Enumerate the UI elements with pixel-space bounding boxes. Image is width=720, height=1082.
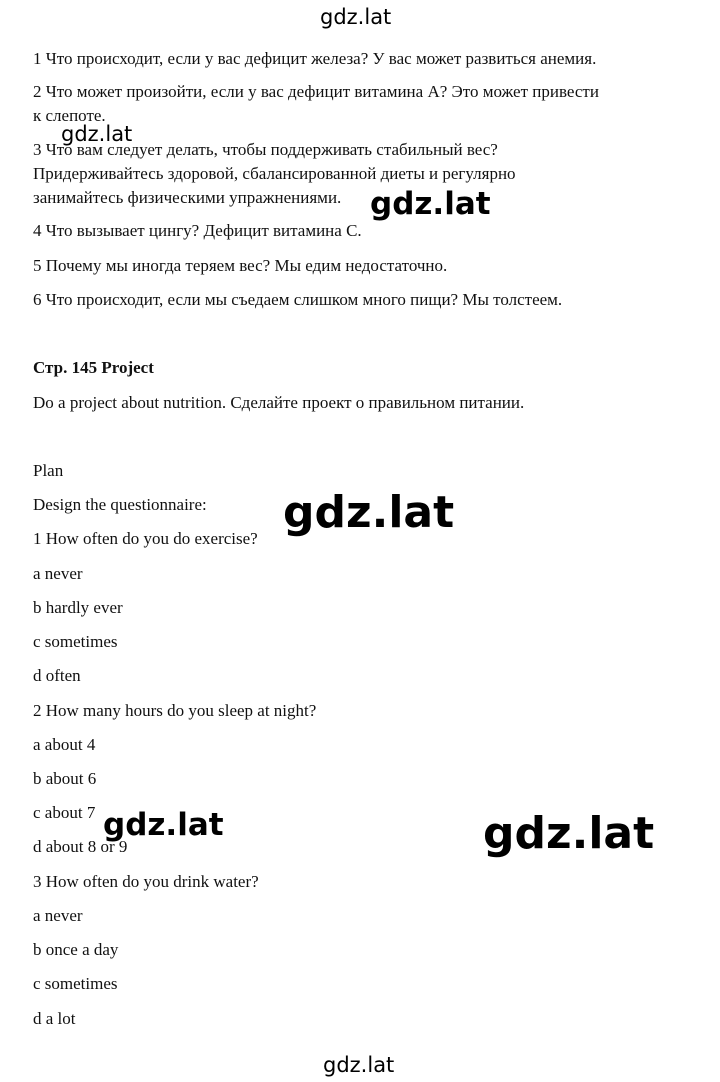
answer-line-5: 5 Почему мы иногда теряем вес? Мы едим недостаточно. (33, 256, 448, 275)
watermark-bottom: gdz.lat (323, 1053, 395, 1077)
watermark-lower-left: gdz.lat (103, 807, 224, 843)
questionnaire-option: d about 8 or 9 (33, 837, 128, 856)
questionnaire-option: c sometimes (33, 632, 118, 651)
answer-line-2a: 2 Что может произойти, если у вас дефицит витамина А? Это может привести (33, 82, 599, 101)
answer-line-6: 6 Что происходит, если мы съедаем слишком много пищи? Мы толстеем. (33, 290, 563, 309)
task-text: Do a project about nutrition. Сделайте проект о правильном питании. (33, 393, 525, 412)
questionnaire-option: b about 6 (33, 769, 97, 788)
questionnaire-option: a never (33, 564, 83, 583)
questionnaire-question-2: 2 How many hours do you sleep at night? (33, 701, 317, 720)
questionnaire-option: b once a day (33, 940, 119, 959)
questionnaire-option: c about 7 (33, 803, 96, 822)
questionnaire-option: d a lot (33, 1009, 76, 1028)
questionnaire-question-3: 3 How often do you drink water? (33, 872, 259, 891)
answer-line-2b: к слепоте. (33, 106, 106, 125)
answer-line-4: 4 Что вызывает цингу? Дефицит витамина С. (33, 221, 362, 240)
questionnaire-option: d often (33, 666, 81, 685)
questionnaire-option: c sometimes (33, 974, 118, 993)
questionnaire-option: a never (33, 906, 83, 925)
watermark-lower-right: gdz.lat (483, 808, 655, 859)
watermark-center-large: gdz.lat (283, 487, 455, 538)
watermark-mid-right: gdz.lat (370, 186, 491, 222)
watermark-top: gdz.lat (320, 5, 392, 29)
questionnaire-question-1: 1 How often do you do exercise? (33, 529, 258, 548)
questionnaire-option: b hardly ever (33, 598, 123, 617)
answer-line-3a: 3 Что вам следует делать, чтобы поддерживать стабильный вес? (33, 140, 498, 159)
section-heading: Стр. 145 Project (33, 358, 154, 377)
answer-line-1: 1 Что происходит, если у вас дефицит железа? У вас может развиться анемия. (33, 49, 597, 68)
questionnaire-option: a about 4 (33, 735, 96, 754)
answer-line-3c: занимайтесь физическими упражнениями. (33, 188, 342, 207)
answer-line-3b: Придерживайтесь здоровой, сбалансированной диеты и регулярно (33, 164, 516, 183)
watermark-left-small: gdz.lat (61, 122, 133, 146)
design-label: Design the questionnaire: (33, 495, 207, 514)
plan-label: Plan (33, 461, 64, 480)
